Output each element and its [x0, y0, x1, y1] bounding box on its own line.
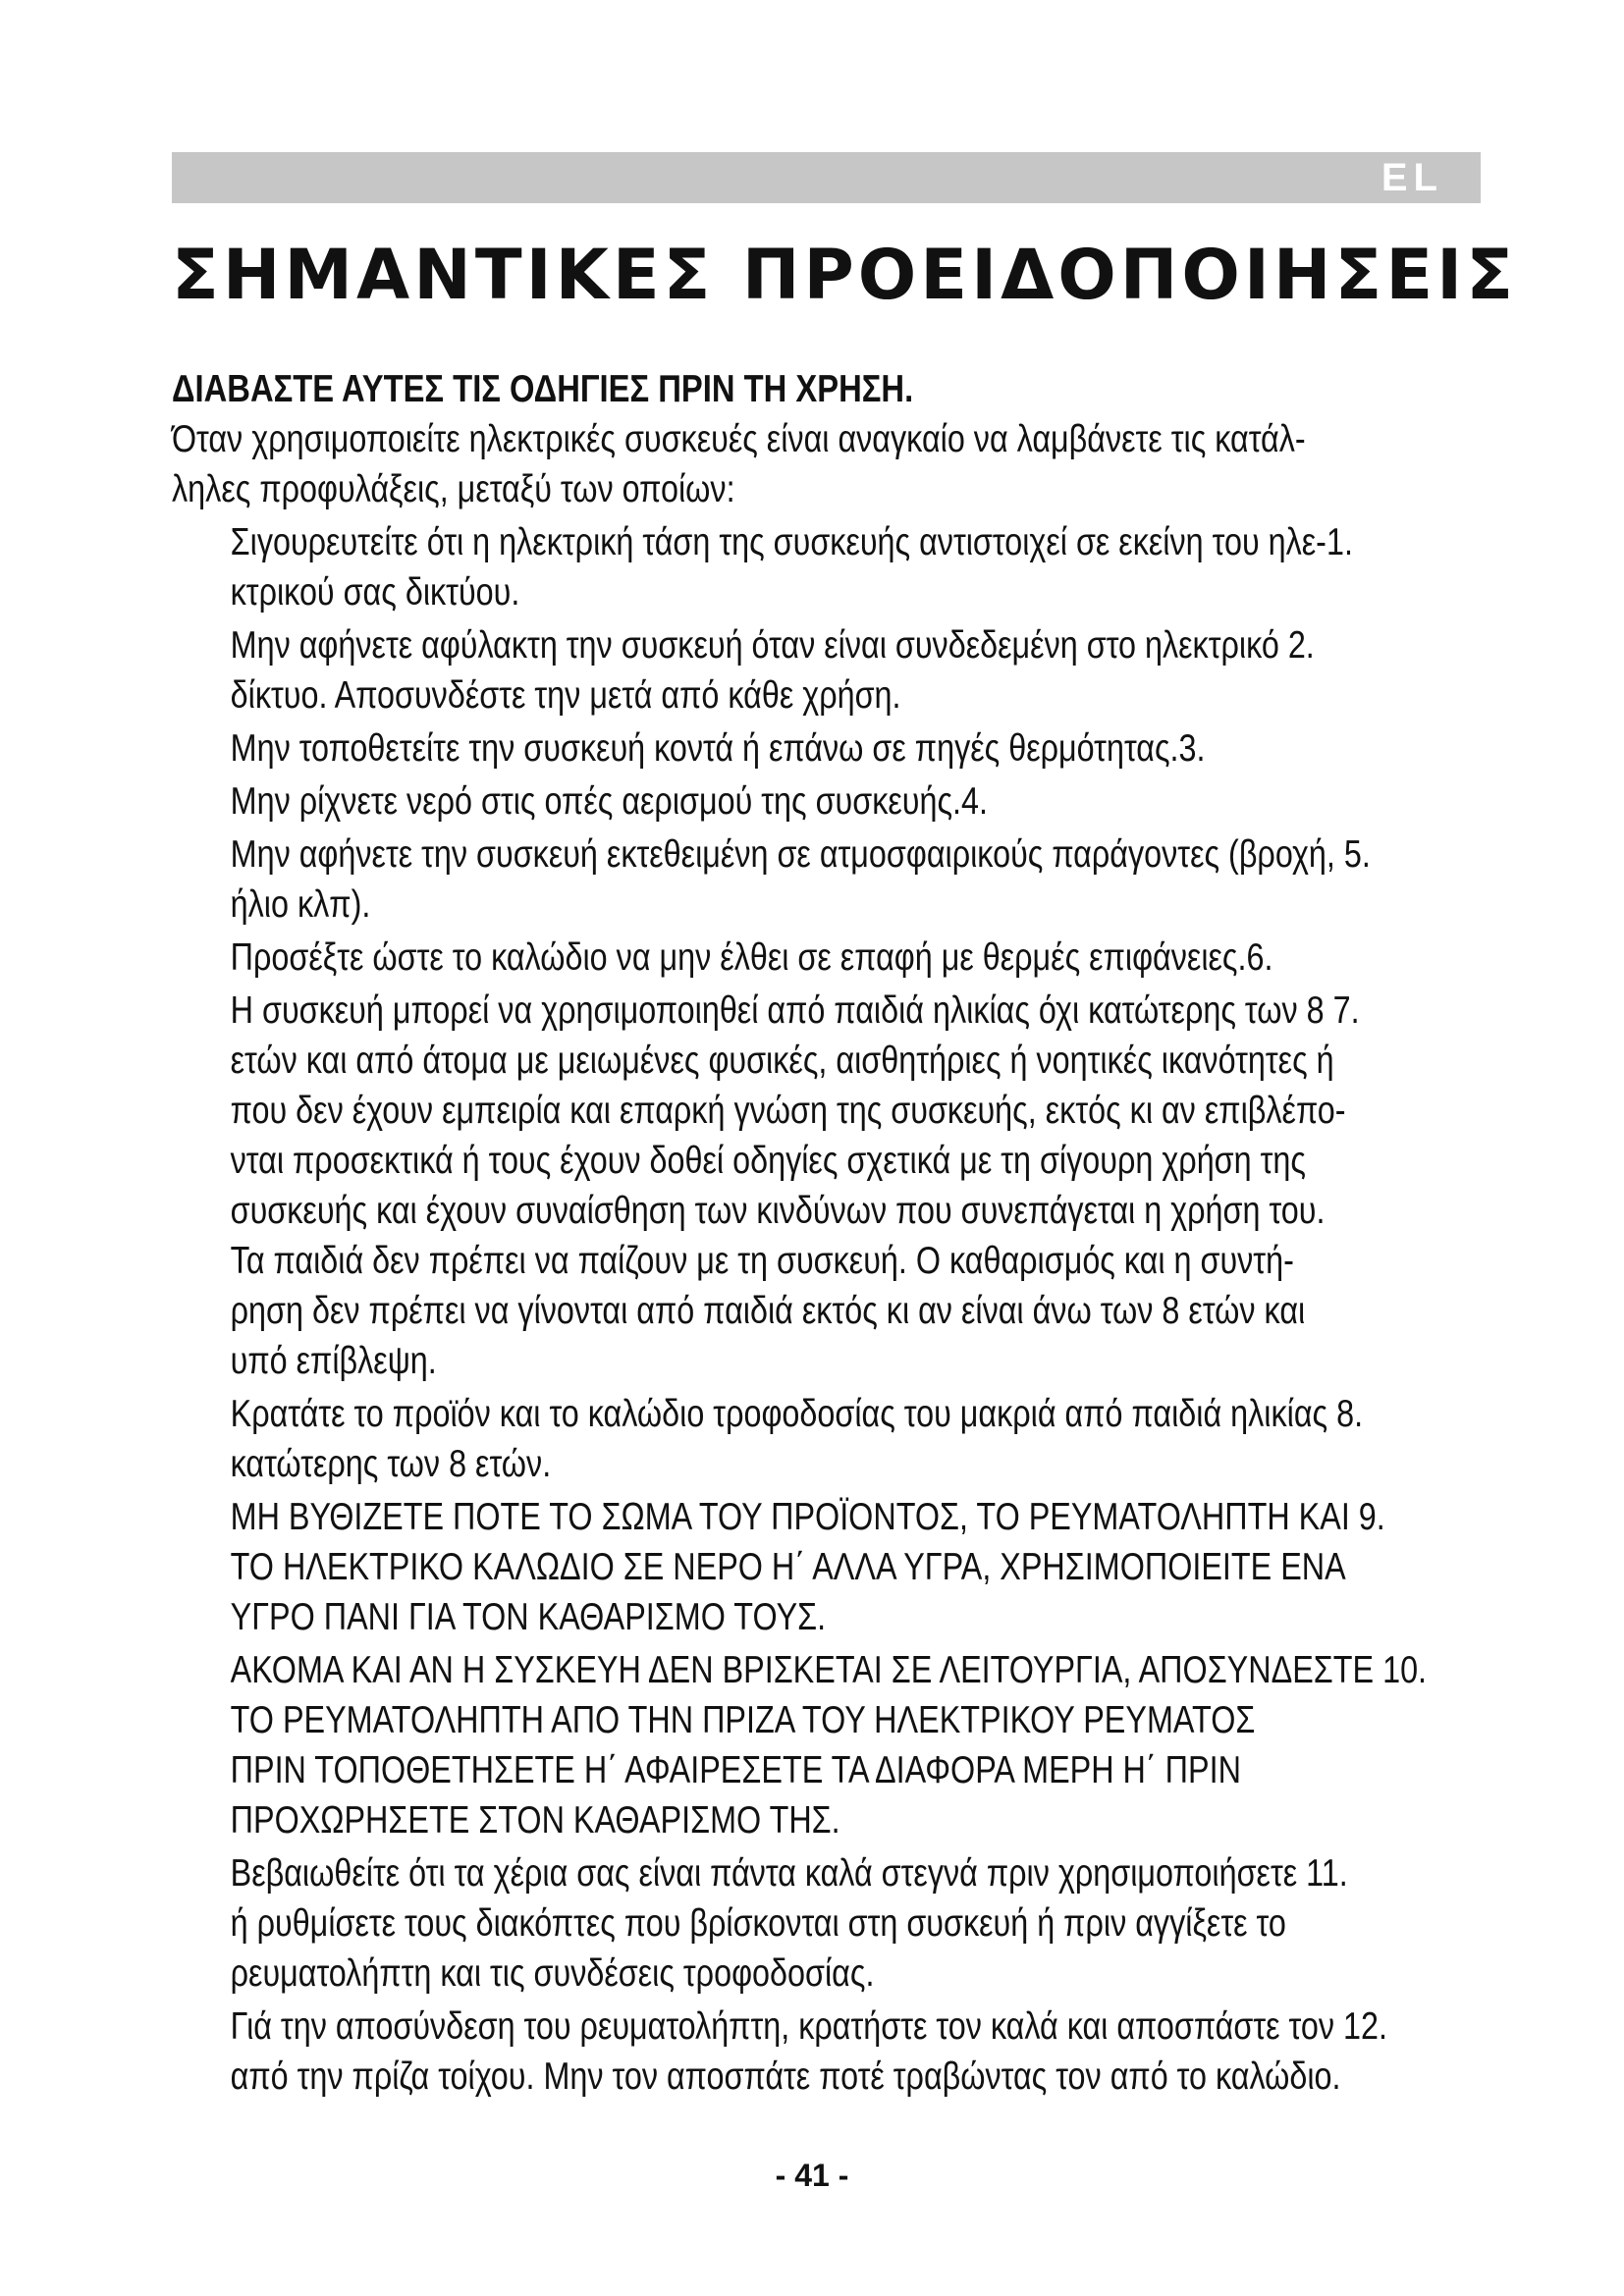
warning-item	[231, 776, 1360, 827]
warning-item-line: κατώτερης των 8 ετών.	[230, 1443, 552, 1485]
intro-line: Όταν χρησιμοποιείτε ηλεκτρικές συσκευές είναι αναγκαίο να λαμβάνετε τις κατάλ-	[172, 418, 1306, 460]
warning-item-line: υπό επίβλεψη.	[230, 1340, 437, 1382]
warning-item	[231, 986, 1360, 1386]
warning-item	[230, 829, 1371, 930]
warning-item	[230, 1645, 1428, 1845]
warning-item-line: Η συσκευή μπορεί να χρησιμοποιηθεί από παιδιά ηλικίας όχι κατώτερης των 8 7.	[230, 989, 1360, 1032]
warning-item-line: Μην αφήνετε την συσκευή εκτεθειμένη σε ατμοσφαιρικούς παράγοντες (βροχή, 5.	[230, 833, 1371, 876]
warning-item-line: δίκτυο. Αποσυνδέστε την μετά από κάθε χρήση.	[230, 674, 901, 717]
warning-item	[231, 620, 1360, 721]
subheading: ΔΙΑΒΑΣΤΕ ΑΥΤΕΣ ΤΙΣ ΟΔΗΓΙΕΣ ΠΡΙΝ ΤΗ ΧΡΗΣΗ.	[172, 368, 914, 410]
warning-item-line: ΠΡΟΧΩΡΗΣΕΤΕ ΣΤΟΝ ΚΑΘΑΡΙΣΜΟ ΤΗΣ.	[230, 1799, 840, 1842]
warning-item-line: ΜΗ ΒΥΘΙΖΕΤΕ ΠΟΤΕ ΤΟ ΣΩΜΑ ΤΟΥ ΠΡΟΪΟΝΤΟΣ, ΤΟ ΡΕΥΜΑΤΟΛΗΠΤΗ ΚΑΙ 9.	[230, 1496, 1385, 1538]
warning-item-line: Σιγουρευτείτε ότι η ηλεκτρική τάση της συσκευής αντιστοιχεί σε εκείνη του ηλε-1.	[230, 521, 1353, 563]
warning-item-line: Γιά την αποσύνδεση του ρευματολήπτη, κρατήστε τον καλά και αποσπάστε τον 12.	[230, 2005, 1387, 2048]
warning-item-line: ΤΟ ΗΛΕΚΤΡΙΚΟ ΚΑΛΩΔΙΟ ΣΕ ΝΕΡΟ Η΄ ΑΛΛΑ ΥΓΡΑ, ΧΡΗΣΙΜΟΠΟΙΕΙΤΕ ΕΝΑ	[230, 1546, 1346, 1588]
warning-item	[230, 1389, 1364, 1489]
warning-item-line: Μην ρίχνετε νερό στις οπές αερισμού της συσκευής.4.	[230, 780, 989, 823]
warning-item	[231, 933, 1360, 983]
warning-item-line: ρευματολήπτη και τις συνδέσεις τροφοδοσίας.	[230, 1952, 875, 1995]
warning-item-line: κτρικού σας δικτύου.	[230, 571, 520, 614]
warning-list	[172, 517, 1428, 2102]
warning-item-line: ρηση δεν πρέπει να γίνονται από παιδιά εκτός κι αν είναι άνω των 8 ετών και	[230, 1290, 1306, 1332]
warning-item	[230, 2002, 1387, 2102]
warning-item-line: συσκευής και έχουν συναίσθηση των κινδύνων που συνεπάγεται η χρήση του.	[230, 1190, 1326, 1232]
warning-item-line: ΑΚΟΜΑ ΚΑΙ ΑΝ Η ΣΥΣΚΕΥΗ ΔΕΝ ΒΡΙΣΚΕΤΑΙ ΣΕ ΛΕΙΤΟΥΡΓΙΑ, ΑΠΟΣΥΝΔΕΣΤΕ 10.	[230, 1649, 1428, 1691]
warning-item-line: Προσέξτε ώστε το καλώδιο να μην έλθει σε επαφή με θερμές επιφάνειες.6.	[230, 936, 1273, 979]
warning-item-line: ή ρυθμίσετε τους διακόπτες που βρίσκονται στη συσκευή ή πριν αγγίξετε το	[230, 1902, 1286, 1945]
warning-item	[231, 517, 1360, 617]
warning-item-line: ΤΟ ΡΕΥΜΑΤΟΛΗΠΤΗ ΑΠΟ ΤΗΝ ΠΡΙΖΑ ΤΟΥ ΗΛΕΚΤΡΙΚΟΥ ΡΕΥΜΑΤΟΣ	[230, 1699, 1256, 1741]
warning-item-line: ετών και από άτομα με μειωμένες φυσικές, αισθητήριες ή νοητικές ικανότητες ή	[230, 1040, 1334, 1082]
warning-item-line: ήλιο κλπ).	[230, 883, 371, 926]
warning-item-line: Βεβαιωθείτε ότι τα χέρια σας είναι πάντα καλά στεγνά πριν χρησιμοποιήσετε 11.	[230, 1852, 1348, 1895]
warning-item	[231, 723, 1360, 774]
warning-item-line: από την πρίζα τοίχου. Μην τον αποσπάτε ποτέ τραβώντας τον από το καλώδιο.	[230, 2056, 1341, 2098]
warning-item-line: ΥΓΡΟ ΠΑΝΙ ΓΙΑ ΤΟΝ ΚΑΘΑΡΙΣΜΟ ΤΟΥΣ.	[230, 1596, 827, 1638]
warning-item-line: Κρατάτε το προϊόν και το καλώδιο τροφοδοσίας του μακριά από παιδιά ηλικίας 8.	[230, 1393, 1364, 1435]
warning-item-line: Τα παιδιά δεν πρέπει να παίζουν με τη συσκευή. Ο καθαρισμός και η συντή-	[230, 1240, 1294, 1282]
language-code: EL	[1380, 156, 1443, 199]
warning-item-line: Μην τοποθετείτε την συσκευή κοντά ή επάνω σε πηγές θερμότητας.3.	[230, 727, 1206, 770]
warning-item-line: νται προσεκτικά ή τους έχουν δοθεί οδηγίες σχετικά με τη σίγουρη χρήση της	[230, 1140, 1306, 1182]
intro-line: ληλες προφυλάξεις, μεταξύ των οποίων:	[172, 468, 735, 510]
language-bar	[172, 152, 1481, 203]
warning-item-line: ΠΡΙΝ ΤΟΠΟΘΕΤΗΣΕΤΕ Η΄ ΑΦΑΙΡΕΣΕΤΕ ΤΑ ΔΙΑΦΟΡΑ ΜΕΡΗ Η΄ ΠΡΙΝ	[230, 1749, 1241, 1791]
document-body	[172, 365, 1428, 2102]
page-title: ΣΗΜΑΝΤΙΚΕΣ ΠΡΟΕΙΔΟΠΟΙΗΣΕΙΣ	[172, 235, 1518, 315]
page-number: - 41 -	[775, 2158, 849, 2193]
warning-item-line: Μην αφήνετε αφύλακτη την συσκευή όταν είναι συνδεδεμένη στο ηλεκτρικό 2.	[230, 624, 1315, 667]
warning-item	[231, 1848, 1360, 1999]
warning-item	[230, 1492, 1385, 1642]
warning-item-line: που δεν έχουν εμπειρία και επαρκή γνώση της συσκευής, εκτός κι αν επιβλέπο-	[230, 1090, 1346, 1132]
intro-paragraph	[172, 414, 1360, 514]
